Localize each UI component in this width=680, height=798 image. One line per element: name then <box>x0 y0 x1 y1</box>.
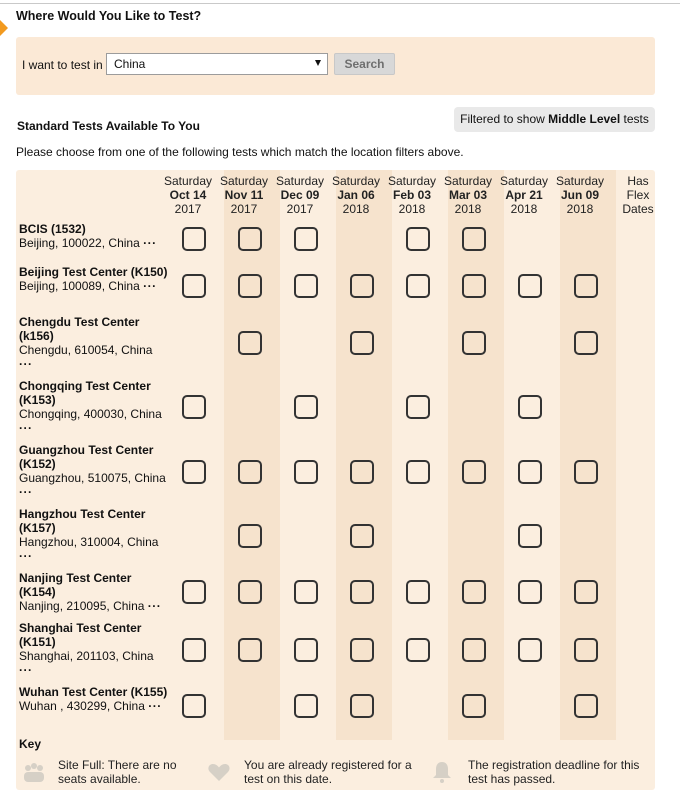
test-date-checkbox[interactable] <box>574 580 598 604</box>
test-date-checkbox[interactable] <box>182 227 206 251</box>
test-center-name: Hangzhou Test Center (K157) <box>19 507 146 535</box>
test-date-checkbox[interactable] <box>406 638 430 662</box>
filter-suffix: tests <box>620 112 649 126</box>
filter-badge <box>454 107 655 132</box>
test-date-checkbox[interactable] <box>294 395 318 419</box>
test-schedule-grid <box>16 170 655 790</box>
column-header-6 <box>496 174 552 216</box>
test-center-label <box>19 507 169 563</box>
column-date: Mar 03 <box>448 188 488 202</box>
column-day: Saturday <box>331 174 381 188</box>
more-info-icon[interactable]: ··· <box>143 236 157 250</box>
column-date: Jan 06 <box>337 188 375 202</box>
test-date-checkbox[interactable] <box>350 274 374 298</box>
test-date-checkbox[interactable] <box>294 227 318 251</box>
search-label: I want to test in <box>22 58 103 72</box>
column-year: 2018 <box>398 202 426 216</box>
test-date-checkbox[interactable] <box>574 694 598 718</box>
test-center-label <box>19 222 169 250</box>
test-date-checkbox[interactable] <box>574 274 598 298</box>
test-center-label <box>19 265 169 293</box>
test-date-checkbox[interactable] <box>294 274 318 298</box>
test-date-checkbox[interactable] <box>518 524 542 548</box>
test-center-address: Chengdu, 610054, China <box>19 343 153 357</box>
test-date-checkbox[interactable] <box>238 460 262 484</box>
column-date: Nov 11 <box>224 188 264 202</box>
test-date-checkbox[interactable] <box>182 274 206 298</box>
test-center-name: Shanghai Test Center (K151) <box>19 621 142 649</box>
test-date-checkbox[interactable] <box>462 227 486 251</box>
column-header-1 <box>216 174 272 216</box>
more-info-icon[interactable]: ··· <box>19 421 33 435</box>
test-date-checkbox[interactable] <box>518 638 542 662</box>
chevron-down-icon <box>315 60 321 66</box>
country-select-value: China <box>114 57 146 71</box>
filter-prefix: Filtered to show <box>460 112 549 126</box>
test-center-address: Wuhan , 430299, China <box>19 699 149 713</box>
test-date-checkbox[interactable] <box>406 274 430 298</box>
page-title: Where Would You Like to Test? <box>16 9 202 23</box>
test-date-checkbox[interactable] <box>238 274 262 298</box>
column-date: Dec 09 <box>280 188 320 202</box>
column-year: 2017 <box>230 202 258 216</box>
test-center-name: BCIS (1532) <box>19 222 86 236</box>
test-center-address: Beijing, 100089, China <box>19 279 144 293</box>
column-day: Saturday <box>555 174 605 188</box>
test-center-address: Beijing, 100022, China <box>19 236 144 250</box>
test-date-checkbox[interactable] <box>406 395 430 419</box>
test-center-name: Wuhan Test Center (K155) <box>19 685 168 699</box>
test-center-label <box>19 571 169 613</box>
test-date-checkbox[interactable] <box>350 524 374 548</box>
test-date-checkbox[interactable] <box>462 638 486 662</box>
test-date-checkbox[interactable] <box>238 524 262 548</box>
key-registered-text: You are already registered for a test on this date. <box>244 758 412 786</box>
column-date: Apr 21 <box>505 188 543 202</box>
test-date-checkbox[interactable] <box>574 460 598 484</box>
more-info-icon[interactable]: ··· <box>19 663 33 677</box>
column-date: Oct 14 <box>169 188 207 202</box>
test-date-checkbox[interactable] <box>294 580 318 604</box>
column-header-0 <box>160 174 216 216</box>
test-center-address: Hangzhou, 310004, China <box>19 535 159 549</box>
test-date-checkbox[interactable] <box>406 227 430 251</box>
column-day: Saturday <box>387 174 437 188</box>
test-date-checkbox[interactable] <box>406 460 430 484</box>
test-date-checkbox[interactable] <box>350 331 374 355</box>
test-center-label <box>19 685 169 713</box>
standard-tests-title: Standard Tests Available To You <box>17 119 200 133</box>
bell-icon <box>430 760 454 784</box>
test-date-checkbox[interactable] <box>294 460 318 484</box>
test-center-name: Chengdu Test Center (k156) <box>19 315 140 343</box>
column-year: 2018 <box>342 202 370 216</box>
test-date-checkbox[interactable] <box>462 274 486 298</box>
section-marker-icon <box>0 20 8 36</box>
test-date-checkbox[interactable] <box>294 638 318 662</box>
test-date-checkbox[interactable] <box>350 580 374 604</box>
test-center-name: Guangzhou Test Center (K152) <box>19 443 154 471</box>
more-info-icon[interactable]: ··· <box>143 279 157 293</box>
test-center-address: Chongqing, 400030, China <box>19 407 162 421</box>
test-date-checkbox[interactable] <box>182 638 206 662</box>
test-center-address: Nanjing, 210095, China <box>19 599 148 613</box>
column-year: 2018 <box>454 202 482 216</box>
column-day: Saturday <box>219 174 269 188</box>
test-date-checkbox[interactable] <box>518 395 542 419</box>
test-center-label <box>19 379 169 435</box>
search-button[interactable]: Search <box>334 53 395 75</box>
column-year: 2017 <box>286 202 314 216</box>
column-day: Saturday <box>499 174 549 188</box>
test-center-name: Chongqing Test Center (K153) <box>19 379 151 407</box>
more-info-icon[interactable]: ··· <box>19 485 33 499</box>
test-date-checkbox[interactable] <box>294 694 318 718</box>
column-year: 2018 <box>566 202 594 216</box>
test-date-checkbox[interactable] <box>462 460 486 484</box>
test-date-checkbox[interactable] <box>462 580 486 604</box>
test-date-checkbox[interactable] <box>182 460 206 484</box>
test-date-checkbox[interactable] <box>462 694 486 718</box>
column-day: Saturday <box>275 174 325 188</box>
column-date: Jun 09 <box>560 188 599 202</box>
column-header-5 <box>440 174 496 216</box>
more-info-icon[interactable]: ··· <box>19 549 33 563</box>
column-header-7 <box>552 174 608 216</box>
test-date-checkbox[interactable] <box>406 580 430 604</box>
test-date-checkbox[interactable] <box>518 460 542 484</box>
filter-level: Middle Level <box>548 112 621 126</box>
column-year: 2018 <box>510 202 538 216</box>
test-date-checkbox[interactable] <box>350 638 374 662</box>
column-header-8 <box>610 174 666 216</box>
key-title: Key <box>19 737 42 751</box>
test-date-checkbox[interactable] <box>350 460 374 484</box>
column-day: Saturday <box>163 174 213 188</box>
test-date-checkbox[interactable] <box>238 580 262 604</box>
test-center-address: Guangzhou, 510075, China <box>19 471 166 485</box>
key-site-full-text: Site Full: There are no seats available. <box>58 758 177 786</box>
more-info-icon[interactable]: ··· <box>147 599 162 613</box>
column-year: 2017 <box>174 202 202 216</box>
test-center-name: Nanjing Test Center (K154) <box>19 571 132 599</box>
test-date-checkbox[interactable] <box>182 694 206 718</box>
test-center-label <box>19 315 169 371</box>
test-date-checkbox[interactable] <box>462 331 486 355</box>
test-center-label <box>19 621 169 677</box>
test-date-checkbox[interactable] <box>518 274 542 298</box>
test-date-checkbox[interactable] <box>518 580 542 604</box>
test-date-checkbox[interactable] <box>238 331 262 355</box>
test-date-checkbox[interactable] <box>574 638 598 662</box>
column-date: Feb 03 <box>392 188 431 202</box>
instructions-text: Please choose from one of the following tests which match the location filters above. <box>16 145 464 159</box>
site-full-icon <box>22 760 46 784</box>
test-center-address: Shanghai, 201103, China <box>19 649 154 663</box>
more-info-icon[interactable]: ··· <box>148 699 162 713</box>
test-date-checkbox[interactable] <box>182 580 206 604</box>
column-header-3 <box>328 174 384 216</box>
country-select[interactable] <box>106 53 328 75</box>
test-date-checkbox[interactable] <box>574 331 598 355</box>
test-center-label <box>19 443 169 499</box>
column-year: Dates <box>622 202 654 216</box>
column-day: Has <box>627 174 649 188</box>
top-divider <box>0 3 680 4</box>
test-date-checkbox[interactable] <box>238 638 262 662</box>
test-center-name: Beijing Test Center (K150) <box>19 265 168 279</box>
test-date-checkbox[interactable] <box>238 227 262 251</box>
column-date: Flex <box>626 188 650 202</box>
test-date-checkbox[interactable] <box>350 694 374 718</box>
heart-icon <box>207 760 231 784</box>
search-panel <box>16 37 655 95</box>
column-header-4 <box>384 174 440 216</box>
column-day: Saturday <box>443 174 493 188</box>
test-date-checkbox[interactable] <box>182 395 206 419</box>
key-deadline-text: The registration deadline for this test has passed. <box>468 758 640 786</box>
column-header-2 <box>272 174 328 216</box>
more-info-icon[interactable]: ··· <box>19 357 33 371</box>
